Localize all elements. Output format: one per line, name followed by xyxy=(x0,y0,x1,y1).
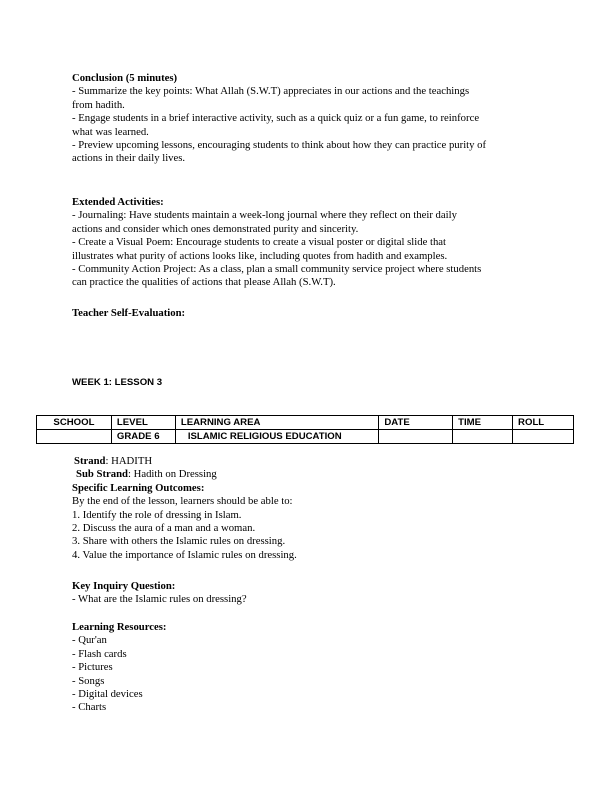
table-header-roll: ROLL xyxy=(513,416,574,430)
outcomes-intro: By the end of the lesson, learners should be able to: xyxy=(72,495,293,508)
sub-strand-line xyxy=(72,468,544,481)
strand-label: Strand xyxy=(74,455,106,467)
resource-item: - Flash cards xyxy=(72,647,127,660)
strand-section xyxy=(72,455,544,562)
outcome-item: 4. Value the importance of Islamic rules on dressing. xyxy=(72,548,297,561)
conclusion-line: from hadith. xyxy=(72,98,125,111)
conclusion-line: - Summarize the key points: What Allah (S.W.T) appreciates in our actions and the teachings xyxy=(72,85,470,98)
table-cell-time xyxy=(453,430,513,444)
sub-strand-value: : Hadith on Dressing xyxy=(127,468,217,481)
table-header-date: DATE xyxy=(379,416,453,430)
table-cell-school xyxy=(37,430,112,444)
resource-item: - Qur'an xyxy=(72,634,107,647)
extended-activities-heading: Extended Activities: xyxy=(72,196,164,208)
strand-value: : HADITH xyxy=(105,455,153,467)
table-cell-date xyxy=(379,430,453,444)
table-row xyxy=(37,430,574,444)
extended-activities-line: actions and consider which ones demonstrated purity and sincerity. xyxy=(72,222,359,235)
lesson-info-table xyxy=(36,415,574,444)
table-header-school: SCHOOL xyxy=(37,416,112,430)
resource-item: - Digital devices xyxy=(72,688,143,701)
resources-heading: Learning Resources: xyxy=(72,621,167,633)
week-lesson-title: WEEK 1: LESSON 3 xyxy=(72,377,163,388)
outcome-item: 1. Identify the role of dressing in Islam. xyxy=(72,508,242,521)
inquiry-section xyxy=(72,580,544,607)
conclusion-line: actions in their daily lives. xyxy=(72,152,186,165)
table-header-row xyxy=(37,416,574,430)
outcomes-heading: Specific Learning Outcomes: xyxy=(72,481,205,494)
extended-activities-line: - Community Action Project: As a class, plan a small community service project where students xyxy=(72,263,482,276)
inquiry-question: - What are the Islamic rules on dressing? xyxy=(72,593,247,606)
extended-activities-line: - Journaling: Have students maintain a week-long journal where they reflect on their daily xyxy=(72,209,457,222)
extended-activities-line: illustrates what purity of actions looks like, including quotes from hadith and examples. xyxy=(72,249,448,262)
resource-item: - Charts xyxy=(72,701,107,714)
outcome-item: 3. Share with others the Islamic rules on dressing. xyxy=(72,535,286,548)
table-cell-level: GRADE 6 xyxy=(111,430,175,444)
conclusion-line: - Preview upcoming lessons, encouraging students to think about how they can practice purity of xyxy=(72,139,487,152)
conclusion-section xyxy=(72,72,544,166)
extended-activities-section xyxy=(72,196,544,290)
table-header-level: LEVEL xyxy=(111,416,175,430)
table-cell-roll xyxy=(513,430,574,444)
resource-item: - Songs xyxy=(72,674,105,687)
conclusion-line: - Engage students in a brief interactive activity, such as a quick quiz or a fun game, to reinforce xyxy=(72,112,480,125)
extended-activities-line: can practice the qualities of actions that please Allah (S.W.T). xyxy=(72,276,336,289)
conclusion-heading: Conclusion (5 minutes) xyxy=(72,72,178,84)
resources-section xyxy=(72,621,544,715)
self-evaluation-heading: Teacher Self-Evaluation: xyxy=(72,307,186,319)
sub-strand-label: Sub Strand xyxy=(76,468,128,481)
strand-line xyxy=(72,455,544,468)
table-header-learning-area: LEARNING AREA xyxy=(175,416,378,430)
extended-activities-line: - Create a Visual Poem: Encourage students to create a visual poster or digital slide that xyxy=(72,236,447,249)
self-evaluation-section xyxy=(72,307,544,320)
inquiry-heading: Key Inquiry Question: xyxy=(72,580,176,592)
table-header-time: TIME xyxy=(453,416,513,430)
resource-item: - Pictures xyxy=(72,661,113,674)
conclusion-line: what was learned. xyxy=(72,125,149,138)
outcome-item: 2. Discuss the aura of a man and a woman. xyxy=(72,522,256,535)
table-cell-learning-area: ISLAMIC RELIGIOUS EDUCATION xyxy=(175,430,378,444)
